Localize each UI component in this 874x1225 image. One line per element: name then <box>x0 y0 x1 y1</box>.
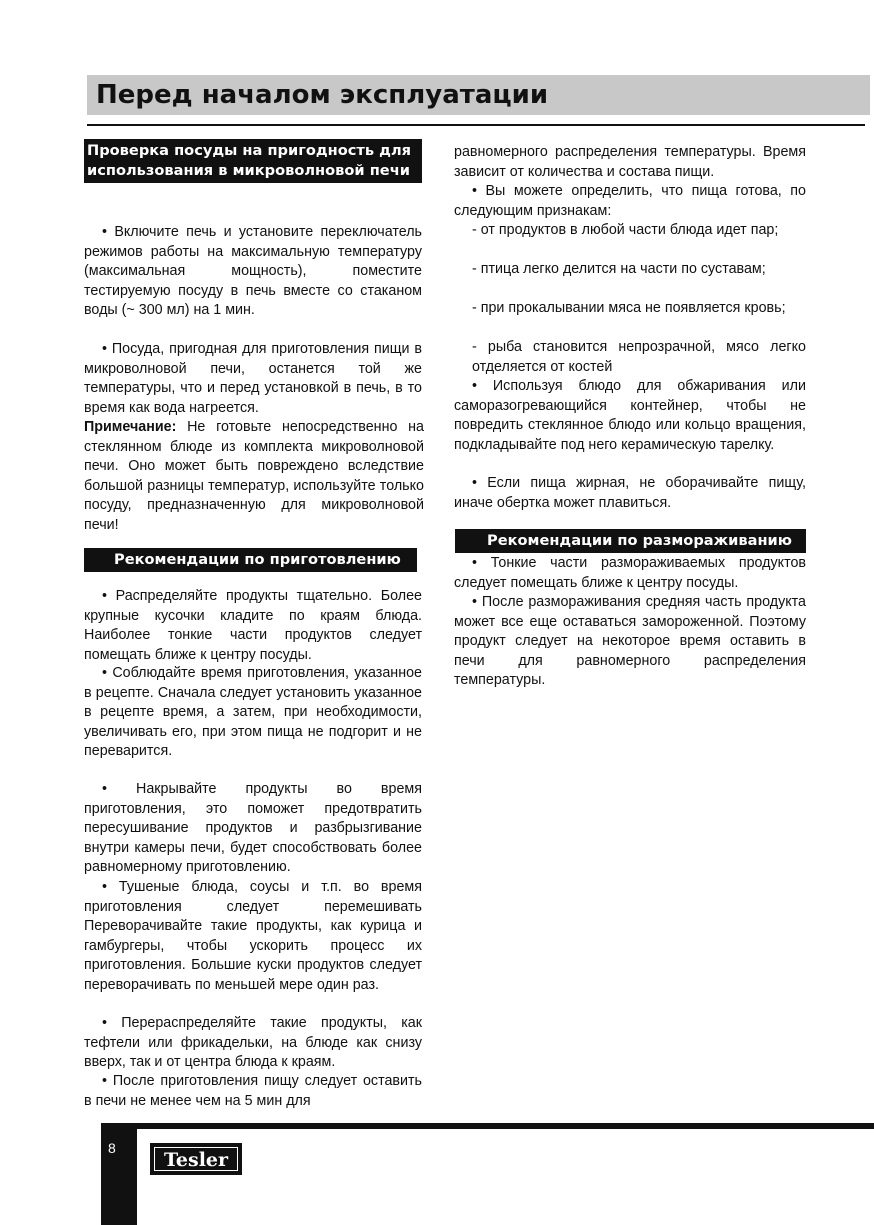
brand-logo-text: Tesler <box>154 1147 238 1171</box>
check-paragraph-2: • Посуда, пригодная для приготовления пищи в микроволновой печи, останется той же температуры, что и перед установкой в печь, в то время как вода нагреется. <box>84 341 422 416</box>
note-label: Примечание: <box>84 419 177 435</box>
readiness-sign-4: - рыба становится непрозрачной, мясо легко отделяется от костей <box>472 339 806 375</box>
cooking-paragraph-3: • Накрывайте продукты во время приготовления, это поможет предотвратить пересушивание продуктов и разбрызгивание внутри камеры печи, будет способствовать более равномерному приготовлению. <box>84 781 422 875</box>
cooking-paragraph-5: • Перераспределяйте такие продукты, как тефтели или фрикадельки, на блюде как снизу вверх, так и от центра блюда к краям. <box>84 1015 422 1070</box>
check-note <box>84 418 424 535</box>
cooking-paragraph-6: • После приготовления пищу следует оставить в печи не менее чем на 5 мин для <box>84 1073 422 1109</box>
page-number: 8 <box>108 1140 116 1156</box>
readiness-sign-2: - птица легко делится на части по суставам; <box>472 261 766 277</box>
cooking-paragraph-7: • Вы можете определить, что пища готова, по следующим признакам: <box>454 183 806 219</box>
cooking-paragraph-4: • Тушеные блюда, соусы и т.п. во время приготовления следует перемешивать Переворачивайте такие продукты, как курица и гамбургеры, чтобы ускорить процесс их приготовления. Большие куски продуктов следует переворачивать по меньшей мере один раз. <box>84 879 422 993</box>
title-rule <box>87 124 865 126</box>
readiness-sign-3: - при прокалывании мяса не появляется кровь; <box>472 300 786 316</box>
page-title: Перед началом эксплуатации <box>96 80 549 110</box>
section-heading-defrost: Рекомендации по размораживанию <box>455 529 806 553</box>
cooking-paragraph-8: • Используя блюдо для обжаривания или саморазогревающийся контейнер, чтобы не повредить стеклянное блюдо или кольцо вращения, подкладывайте под него керамическую тарелку. <box>454 378 806 453</box>
footer-block <box>101 1123 137 1225</box>
note-text: Не готовьте непосредственно на стеклянном блюде из комплекта микроволновой печи. Оно может быть повреждено вследствие большой разницы температур, используйте только посуду, предназначенную для микроволновой печи! <box>84 419 424 533</box>
section-heading-check: Проверка посуды на пригодность для использования в микроволновой печи <box>84 139 422 183</box>
cooking-paragraph-6-continued: равномерного распределения температуры. Время зависит от количества и состава пищи. <box>454 144 806 180</box>
brand-logo <box>150 1143 242 1175</box>
check-paragraph-1: • Включите печь и установите переключатель режимов работы на максимальную температуру (максимальная мощность), поместите тестируемую посуду в печь вместе со стаканом воды (~ 300 мл) на 1 мин. <box>84 224 422 318</box>
cooking-paragraph-9: • Если пища жирная, не оборачивайте пищу, иначе обертка может плавиться. <box>454 475 806 511</box>
readiness-sign-1: - от продуктов в любой части блюда идет пар; <box>472 222 779 238</box>
cooking-paragraph-1: • Распределяйте продукты тщательно. Более крупные кусочки кладите по краям блюда. Наиболее тонкие части продуктов следует помещать ближе к центру посуды. <box>84 588 422 663</box>
section-heading-cooking: Рекомендации по приготовлению <box>84 548 417 572</box>
defrost-paragraph-2: • После размораживания средняя часть продукта может все еще оставаться замороженной. Поэтому продукт следует на некоторое время оставить в печи для равномерного распределения температуры. <box>454 594 806 688</box>
footer-bar <box>101 1123 874 1129</box>
cooking-paragraph-2: • Соблюдайте время приготовления, указанное в рецепте. Сначала следует установить указанное в рецепте время, а затем, при необходимости, увеличивать его, при этом пища не подгорит и не переварится. <box>84 665 422 759</box>
defrost-paragraph-1: • Тонкие части размораживаемых продуктов следует помещать ближе к центру посуды. <box>454 555 806 591</box>
